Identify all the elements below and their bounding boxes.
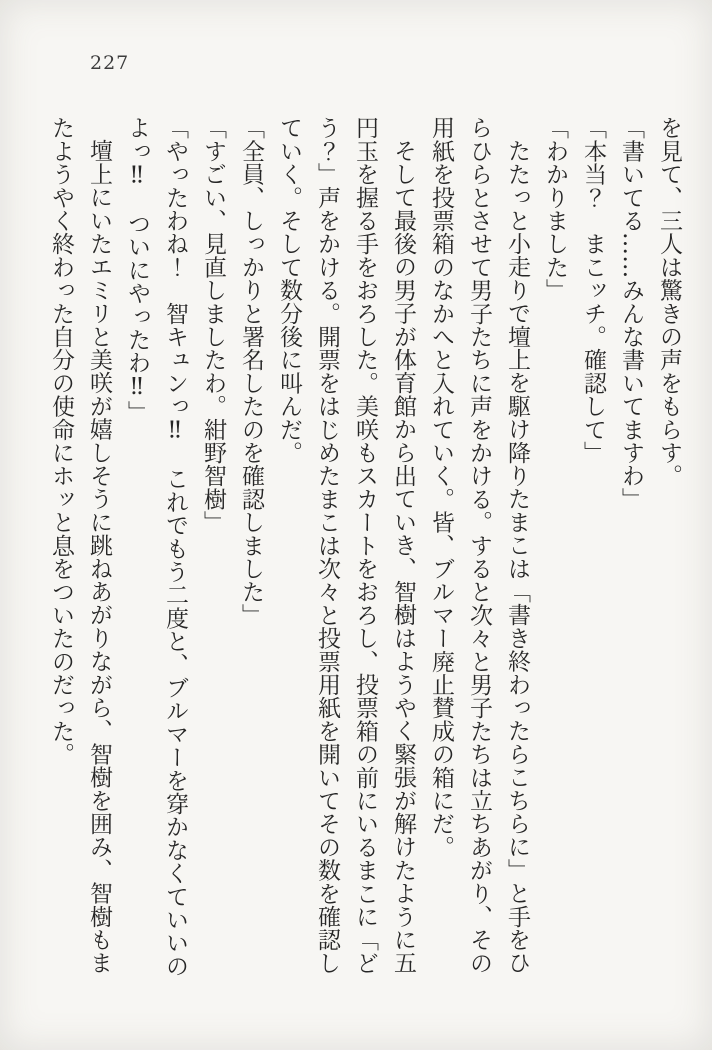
paragraph-dialogue: 「本当？ まこッチ。確認して」 bbox=[580, 116, 606, 464]
paragraph-narration: 壇上にいたエミリと美咲が嬉しそうに跳ねあがりながら、智樹を囲み、智樹もまたようやく終わった自分の使命にホッと息をついたのだった。 bbox=[48, 116, 112, 975]
paragraph-dialogue: 「すごい、見直しましたわ。紺野智樹」 bbox=[200, 116, 226, 534]
paragraph-narration: たたっと小走りで壇上を駆け降りたまこは「書き終わったらこちらに」と手をひらひらとさせて男子たちに声をかける。すると次々と男子たちは立ちあがり、その用紙を投票箱のなかへと入れていく。皆、ブルマー廃止賛成の箱にだ。 bbox=[428, 116, 530, 975]
paragraph-narration: を見て、三人は驚きの声をもらす。 bbox=[656, 116, 682, 488]
paragraph-dialogue: 「書いてる……みんな書いてますわ」 bbox=[618, 116, 644, 511]
paragraph-dialogue: 「わかりました」 bbox=[542, 116, 568, 302]
text-area bbox=[42, 116, 688, 990]
paragraph-narration: そして最後の男子が体育館から出ていき、智樹はようやく緊張が解けたように五円玉を握る手をおろした。美咲もスカートをおろし、投票箱の前にいるまこに「どう？」声をかける。開票をはじめたまこは次々と投票用紙を開いてその数を確認していく。そして数分後に叫んだ。 bbox=[276, 116, 416, 975]
paragraph-dialogue: 「全員、しっかりと署名したのを確認しました」 bbox=[238, 116, 264, 627]
paragraph-dialogue: 「やったわね！ 智キュンっ‼ これでもう二度と、ブルマーを穿かなくていいのよっ‼ ついにやったわ‼」 bbox=[124, 116, 188, 978]
page-number: 227 bbox=[90, 52, 130, 74]
